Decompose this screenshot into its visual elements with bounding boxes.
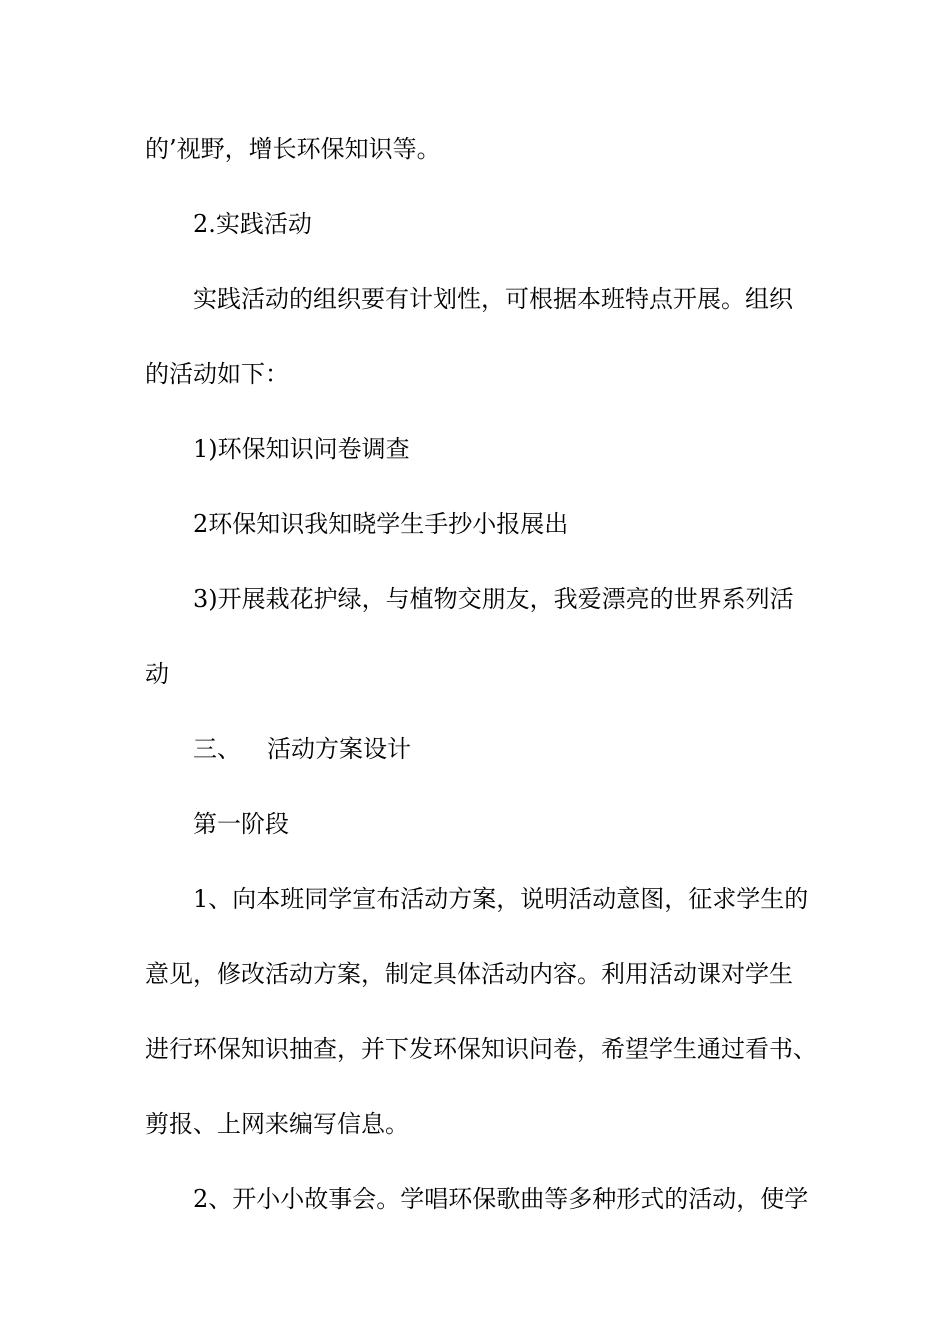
section-title: 活动方案设计: [267, 735, 411, 763]
paragraph-line: 意见，修改活动方案，制定具体活动内容。利用活动课对学生: [145, 960, 793, 988]
subheading-practice: 2.实践活动: [193, 210, 312, 238]
paragraph-line: 进行环保知识抽查，并下发环保知识问卷，希望学生通过看书、: [145, 1035, 817, 1063]
paragraph-line: 剪报、上网来编写信息。: [145, 1110, 409, 1138]
section-heading: [193, 733, 411, 765]
paragraph-line: 1、向本班同学宣布活动方案，说明活动意图，征求学生的: [193, 885, 809, 913]
paragraph-line: 实践活动的组织要有计划性，可根据本班特点开展。组织: [193, 285, 793, 313]
list-item: 3)开展栽花护绿，与植物交朋友，我爱漂亮的世界系列活: [193, 585, 794, 613]
paragraph-line: 的活动如下：: [145, 360, 289, 388]
stage-heading: 第一阶段: [193, 810, 289, 838]
paragraph-line: 2、开小小故事会。学唱环保歌曲等多种形式的活动，使学: [193, 1185, 809, 1213]
section-number: 三、: [193, 735, 241, 763]
list-item: 2环保知识我知晓学生手抄小报展出: [193, 510, 569, 538]
list-item: 1)环保知识问卷调查: [193, 435, 410, 463]
paragraph-line: 的’视野，增长环保知识等。: [145, 135, 441, 163]
paragraph-line: 动: [145, 660, 169, 688]
